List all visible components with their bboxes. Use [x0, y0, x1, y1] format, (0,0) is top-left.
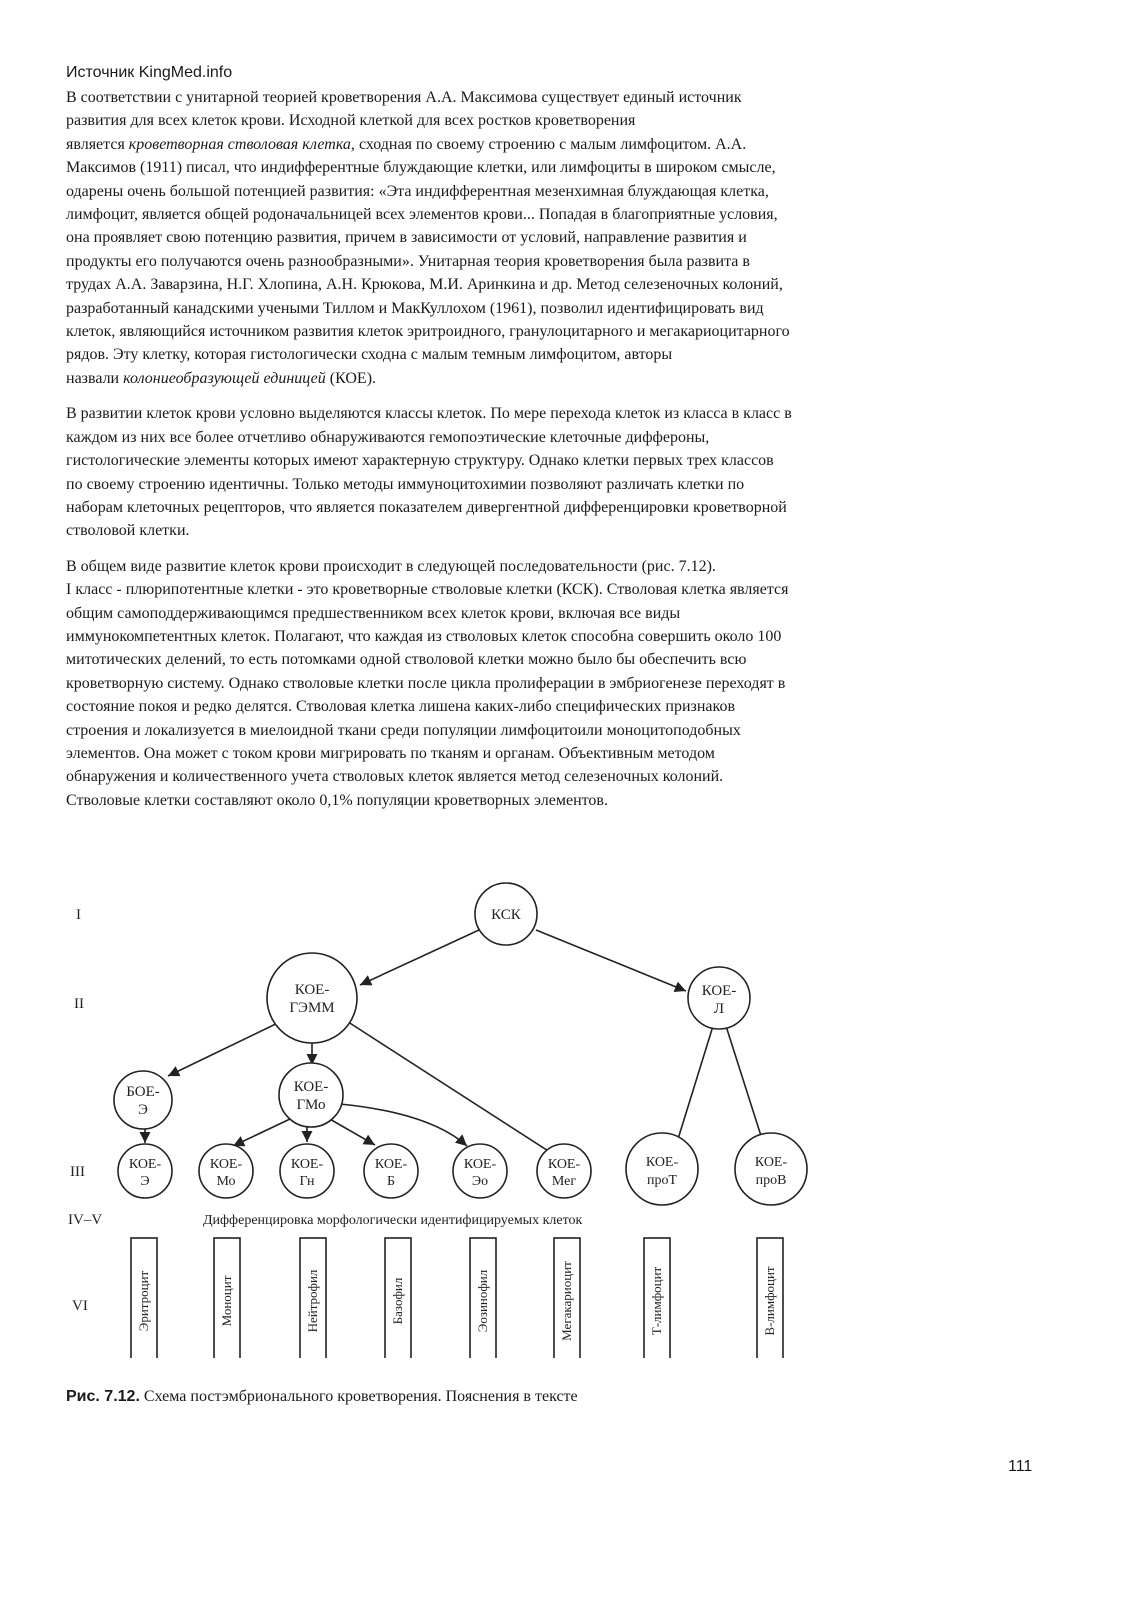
node-label: КОЕ- — [290, 1157, 324, 1172]
edge-line — [726, 1026, 762, 1139]
node-label: БОЕ- — [126, 1084, 160, 1100]
node-label: КОЕ- — [209, 1157, 243, 1172]
cell-label: Эритроцит — [136, 1270, 151, 1332]
cell-label: Базофил — [390, 1277, 405, 1325]
text-fragment: (КОЕ). — [325, 369, 377, 387]
edge-line — [678, 1026, 713, 1139]
node-koe-gmo — [279, 1063, 343, 1127]
text-line: Стволовые клетки составляют около 0,1% популяции кроветворных элементов. — [66, 791, 608, 809]
text-fragment: сходная по своему строению с малым лимфоцитом. А.А. — [354, 135, 747, 153]
node-label: КОЕ- — [754, 1155, 788, 1170]
text-line — [66, 133, 1056, 156]
edge-arrow — [360, 930, 479, 985]
node-label: КОЕ- — [463, 1157, 497, 1172]
text-line: обнаружения и количественного учета стволовых клеток является метод селезеночных колоний. — [66, 768, 724, 786]
term-stem-cell: кроветворная стволовая клетка, — [128, 135, 355, 153]
node-label: ГЭММ — [289, 1000, 335, 1016]
caption-text: Схема постэмбрионального кроветворения. Пояснения в тексте — [139, 1388, 578, 1405]
text-line — [66, 367, 1056, 390]
text-line: гистологические элементы которых имеют характерную структуру. Однако клетки первых трех классов — [66, 452, 774, 470]
cell-label: Мегакариоцит — [559, 1261, 574, 1341]
node-label: Мо — [216, 1174, 236, 1189]
text-line: наборам клеточных рецепторов, что является показателем дивергентной дифференцировки кроветворной — [66, 498, 787, 516]
paragraph-unitary-theory — [66, 86, 1056, 390]
edge-arrow — [233, 1119, 290, 1146]
text-line: развития для всех клеток крови. Исходной клеткой для всех ростков кроветворения — [66, 112, 636, 130]
term-cfu: колониеобразующей единицей — [123, 369, 326, 387]
class-label-iii: III — [70, 1164, 85, 1180]
node-label: КОЕ- — [294, 982, 330, 998]
cell-label: В-лимфоцит — [762, 1266, 777, 1336]
node-label: Мег — [551, 1174, 577, 1189]
text-line: иммунокомпетентных клеток. Полагают, что каждая из стволовых клеток способна совершить около 100 — [66, 627, 782, 645]
class-label-ii: II — [74, 996, 84, 1012]
node-label: ГМо — [296, 1097, 326, 1113]
text-fragment: является — [66, 135, 129, 153]
page-number: 111 — [1008, 1458, 1033, 1475]
node-label: КСК — [491, 907, 521, 923]
paragraph-cell-classes — [66, 402, 1056, 542]
node-label: КОЕ- — [128, 1157, 162, 1172]
node-label: Эо — [471, 1174, 489, 1189]
text-line: по своему строению идентичны. Только методы иммуноцитохимии позволяют различать клетки по — [66, 475, 745, 493]
text-line: митотических делений, то есть потомками одной стволовой клетки можно было бы обеспечить всю — [66, 651, 747, 669]
figure-caption — [66, 1388, 578, 1406]
node-koe-gemm — [267, 953, 357, 1043]
class-label-iv-v: IV–V — [68, 1212, 103, 1228]
text-line: строения и локализуется в миелоидной ткани среди популяции лимфоцитоили моноцитоподобных — [66, 721, 741, 739]
node-label: КОЕ- — [701, 983, 737, 999]
text-line: рядов. Эту клетку, которая гистологически сходна с малым темным лимфоцитом, авторы — [66, 346, 673, 364]
class-label-i: I — [76, 907, 81, 923]
text-line: клеток, являющийся источником развития клеток эритроидного, гранулоцитарного и мегакариоцитарного — [66, 323, 790, 341]
text-line: I класс - плюрипотентные клетки - это кроветворные стволовые клетки (КСК). Стволовая клетка является — [66, 581, 789, 599]
text-line: трудах А.А. Заварзина, Н.Г. Хлопина, А.Н. Крюкова, М.И. Аринкина и др. Метод селезеночных колоний, — [66, 276, 783, 294]
cell-label: Т-лимфоцит — [649, 1266, 664, 1336]
hematopoiesis-diagram — [60, 878, 1060, 1358]
edge-arrow — [340, 1104, 467, 1146]
cell-label: Моноцит — [219, 1275, 234, 1327]
text-line: продукты его получаются очень разнообразными». Унитарная теория кроветворения была развита в — [66, 252, 750, 270]
text-line: кроветворную систему. Однако стволовые клетки после цикла пролиферации в эмбриогенезе переходят в — [66, 674, 786, 692]
node-label: Э — [140, 1174, 150, 1189]
text-line: каждом из них все более отчетливо обнаруживаются гемопоэтические клеточные диффероны, — [66, 428, 710, 446]
node-label: Л — [713, 1001, 725, 1017]
node-label: проТ — [646, 1173, 678, 1188]
edge-arrow — [536, 930, 686, 991]
text-fragment: назвали — [66, 369, 124, 387]
node-boe-e — [114, 1071, 172, 1129]
text-line: элементов. Она может с током крови мигрировать по тканям и органам. Объективным методом — [66, 744, 715, 762]
text-line: одарены очень большой потенцией развития: «Эта индифферентная мезенхимная блуждающая клетка, — [66, 182, 769, 200]
node-label: Гн — [299, 1174, 315, 1189]
text-line: В общем виде развитие клеток крови происходит в следующей последовательности (рис. 7.12). — [66, 557, 716, 575]
cell-label: Нейтрофил — [305, 1269, 320, 1333]
text-line: Максимов (1911) писал, что индифферентные блуждающие клетки, или лимфоциты в широком смысле, — [66, 159, 776, 177]
text-line: стволовой клетки. — [66, 522, 190, 540]
node-label: КОЕ- — [374, 1157, 408, 1172]
text-line: она проявляет свою потенцию развития, причем в зависимости от условий, направление развития и — [66, 229, 747, 247]
node-label: Э — [138, 1102, 148, 1118]
text-line: общим самоподдерживающимся предшественником всех клеток крови, включая все виды — [66, 604, 681, 622]
text-line: разработанный канадскими учеными Тиллом и МакКуллохом (1961), позволил идентифицировать вид — [66, 299, 764, 317]
node-label: Б — [386, 1174, 396, 1189]
edge-arrow — [168, 1020, 284, 1076]
caption-label: Рис. 7.12. — [66, 1388, 140, 1405]
node-label: КОЕ- — [547, 1157, 581, 1172]
text-line: В развитии клеток крови условно выделяются классы клеток. По мере перехода клеток из класса в класс в — [66, 405, 792, 423]
source-header: Источник KingMed.info — [66, 64, 233, 81]
edge-line — [342, 1018, 570, 1165]
class-label-vi: VI — [72, 1298, 88, 1314]
edge-arrow — [328, 1118, 375, 1145]
node-label: КОЕ- — [645, 1155, 679, 1170]
node-label: КОЕ- — [293, 1079, 329, 1095]
paragraph-stem-cells — [66, 555, 1056, 812]
node-label: проВ — [755, 1173, 787, 1188]
text-line: состояние покоя и редко делятся. Стволовая клетка лишена каких-либо специфических признаков — [66, 698, 736, 716]
text-line: В соответствии с унитарной теорией кроветворения А.А. Максимова существует единый источник — [66, 89, 742, 106]
differentiation-label: Дифференцировка морфологически идентифицируемых клеток — [203, 1213, 583, 1228]
text-line: лимфоцит, является общей родоначальницей всех элементов крови... Попадая в благоприятные условия, — [66, 206, 778, 224]
cell-label: Эозинофил — [475, 1269, 490, 1333]
page-content — [66, 64, 1056, 824]
